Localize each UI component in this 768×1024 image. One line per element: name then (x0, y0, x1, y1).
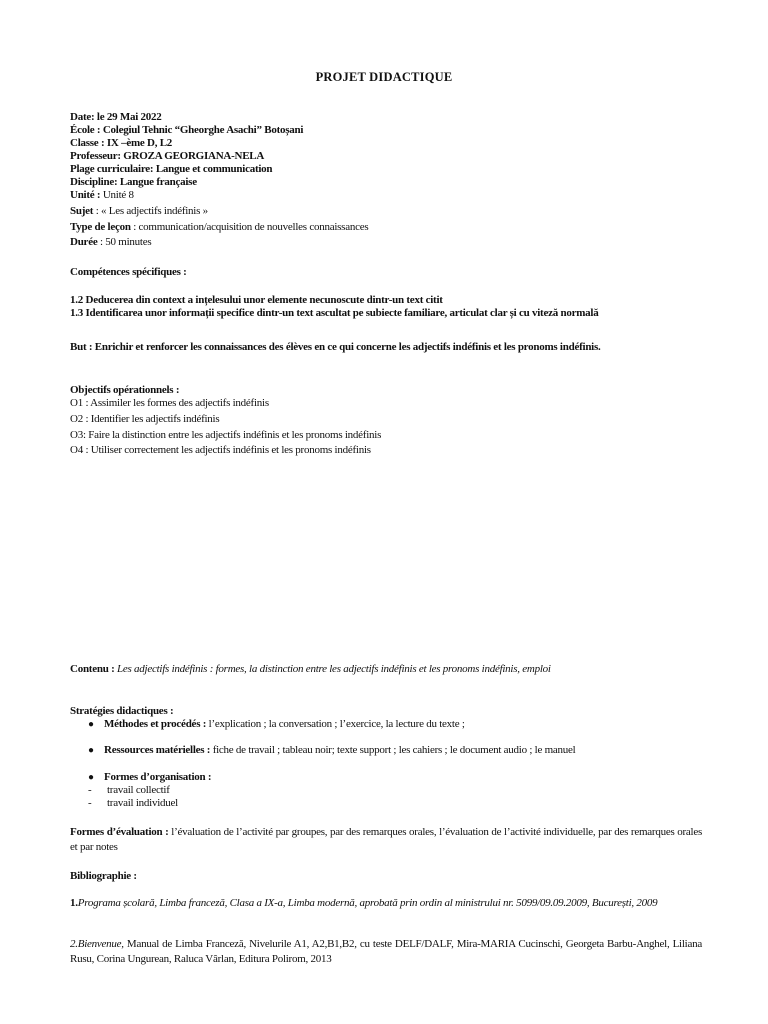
unite-line (70, 189, 134, 202)
type-lecon-line (70, 221, 368, 234)
type-lecon-value: : communication/acquisition de nouvelles connaissances (130, 221, 369, 233)
duree-label: Durée (70, 236, 98, 248)
unite-label: Unité : (70, 189, 101, 201)
duree-line (70, 236, 151, 249)
ref1-number: 1. (70, 897, 78, 909)
ressources-value: fiche de travail ; tableau noir; texte support ; les cahiers ; le document audio ; le manuel (210, 744, 576, 756)
methodes-line (104, 718, 465, 731)
competences-heading: Compétences spécifiques : (70, 266, 187, 278)
sujet-value: : « Les adjectifs indéfinis » (93, 205, 208, 217)
objectif-o3: O3: Faire la distinction entre les adjectifs indéfinis et les pronoms indéfinis (70, 429, 382, 441)
contenu-value: Les adjectifs indéfinis : formes, la distinction entre les adjectifs indéfinis et les pronoms indéfinis, emploi (114, 663, 551, 675)
contenu-label: Contenu : (70, 663, 115, 675)
ressources-label: Ressources matérielles : (104, 744, 211, 756)
objectif-o2: O2 : Identifier les adjectifs indéfinis (70, 413, 220, 425)
objectif-o1: O1 : Assimiler les formes des adjectifs indéfinis (70, 397, 269, 409)
professeur-line: Professeur: GROZA GEORGIANA-NELA (70, 150, 265, 162)
objectif-o4: O4 : Utiliser correctement les adjectifs indéfinis et les pronoms indéfinis (70, 444, 371, 456)
bullet-methodes: ● (88, 719, 95, 730)
formes-organisation-label: Formes d’organisation : (104, 771, 212, 783)
methodes-value: l’explication ; la conversation ; l’exercice, la lecture du texte ; (206, 718, 465, 730)
ressources-line (104, 744, 576, 757)
type-lecon-label: Type de leçon (70, 221, 131, 233)
bullet-ressources: ● (88, 745, 95, 756)
page-title: PROJET DIDACTIQUE (315, 70, 453, 84)
objectifs-heading: Objectifs opérationnels : (70, 384, 180, 396)
formes-item-2: travail individuel (107, 797, 178, 809)
date-line: Date: le 29 Mai 2022 (70, 111, 162, 123)
dash-formes-1: - (88, 784, 92, 796)
methodes-label: Méthodes et procédés : (104, 718, 207, 730)
discipline-line: Discipline: Langue française (70, 176, 197, 188)
dash-formes-2: - (88, 797, 92, 809)
contenu-line (70, 663, 551, 676)
ecole-line: École : Colegiul Tehnic “Gheorghe Asachi” Botoșani (70, 124, 304, 136)
ref2-title: 2.Bienvenue, (70, 938, 124, 950)
but-line: But : Enrichir et renforcer les connaissances des élèves en ce qui concerne les adjectifs indéfinis et les pronoms indéfinis. (70, 341, 601, 353)
bullet-formes: ● (88, 772, 95, 783)
sujet-label: Sujet (70, 205, 94, 217)
evaluation-paragraph (70, 825, 702, 855)
plage-line: Plage curriculaire: Langue et communication (70, 163, 273, 175)
evaluation-value: l’évaluation de l’activité par groupes, par des remarques orales, l’évaluation de l’activité individuelle, par des remarques orales et par notes (70, 826, 703, 853)
ref1-text: Programa școlară, Limba franceză, Clasa a IX-a, Limba modernă, aprobată prin ordin al ministrului nr. 5099/09.09.2009, București, 2009 (77, 897, 658, 909)
bibliographie-ref-1 (70, 896, 702, 911)
evaluation-label: Formes d’évaluation : (70, 826, 169, 838)
strategies-heading: Stratégies didactiques : (70, 705, 174, 717)
competence-2: 1.3 Identificarea unor informații specifice dintr-un text ascultat pe subiecte familiare, articulat clar și cu viteză normală (70, 307, 599, 319)
ref2-text: Manual de Limba Franceză, Nivelurile A1, A2,B1,B2, cu teste DELF/DALF, Mira-MARIA Cucinschi, Georgeta Barbu-Anghel, Liliana Rusu, Corina Ungurean, Raluca Vârlan, Editura Polirom, 2013 (70, 938, 702, 965)
formes-item-1: travail collectif (107, 784, 170, 796)
bibliographie-ref-2 (70, 937, 702, 967)
classe-line: Classe : IX –ème D, L2 (70, 137, 173, 149)
unite-value: Unité 8 (100, 189, 134, 201)
duree-value: : 50 minutes (97, 236, 152, 248)
competence-1: 1.2 Deducerea din context a ințelesului unor elemente necunoscute dintr-un text citit (70, 294, 443, 306)
sujet-line (70, 205, 208, 218)
bibliographie-heading: Bibliographie : (70, 870, 137, 882)
